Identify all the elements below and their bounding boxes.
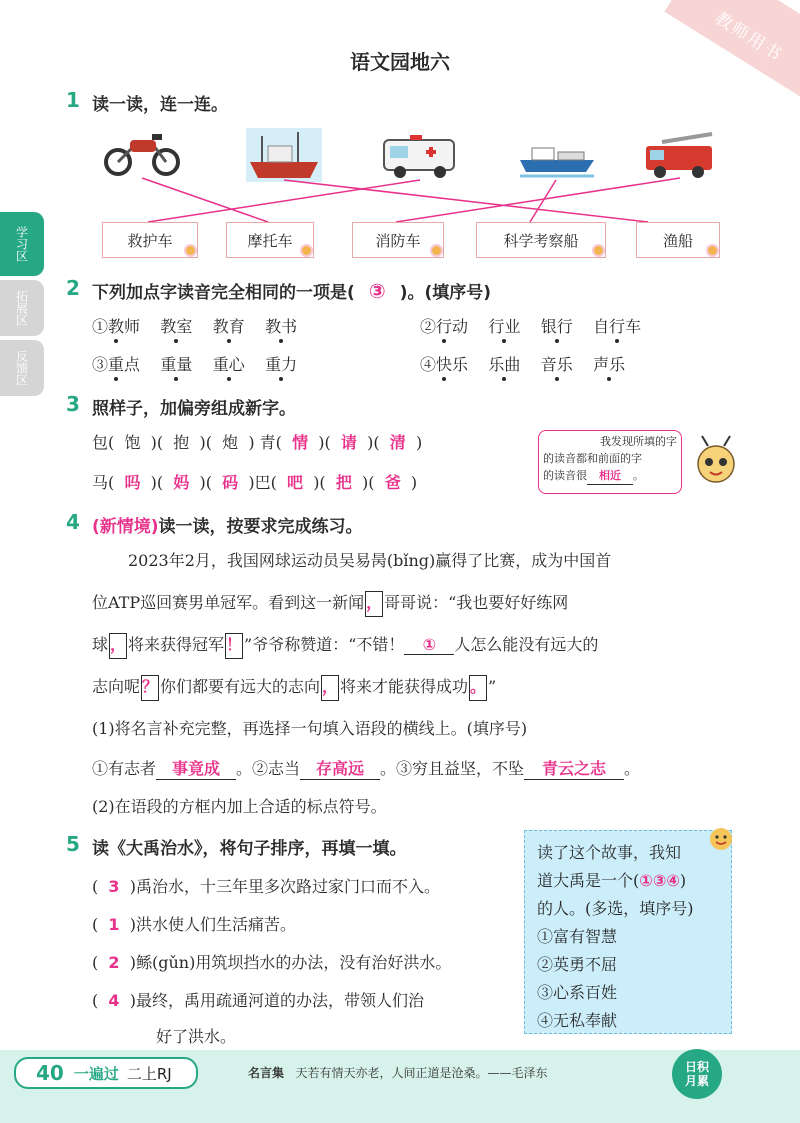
q1-number: 1 — [66, 88, 80, 112]
q3-prompt: 照样子，加偏旁组成新字。 — [92, 399, 296, 419]
order-answer[interactable]: 3 — [108, 877, 120, 896]
q3-answer[interactable]: 把 — [335, 473, 352, 492]
q2-option-4: ④快乐 乐曲 音乐 声乐 — [420, 352, 625, 375]
page-number: 40 — [36, 1061, 64, 1085]
q3-answer[interactable]: 情 — [292, 433, 309, 452]
match-lines — [0, 0, 800, 260]
q3-answer[interactable]: 吗 — [124, 473, 141, 492]
punct-box[interactable]: ， — [321, 675, 339, 701]
fill-answer[interactable]: 事竟成 — [156, 756, 236, 780]
q2-option-2: ②行动 行业 银行 自行车 — [420, 314, 641, 337]
hint-bubble: 我发现所填的字 的读音都和前面的字 的读音很 相近 。 — [538, 430, 682, 494]
q1-prompt: 读一读，连一连。 — [92, 95, 228, 115]
q3-answer[interactable]: 请 — [340, 433, 357, 452]
q4-passage-line-2: 位ATP巡回赛男单冠军。看到这一新闻 ， 哥哥说：“我也要好好练网 — [92, 590, 568, 617]
q2-option-3: ③重点 重量 重心 重力 — [92, 352, 297, 375]
q4-blank[interactable]: ① — [404, 635, 454, 655]
label-fire-truck[interactable]: 消防车 — [352, 222, 444, 258]
q4-sub-2: (2)在语段的方框内加上合适的标点符号。 — [92, 797, 387, 816]
grade-label: 二上RJ — [126, 1064, 172, 1083]
order-answer[interactable]: 2 — [108, 953, 120, 972]
q2-prompt: 下列加点字读音完全相同的一项是( ③ )。(填序号) — [92, 279, 492, 303]
q3-answer[interactable]: 码 — [222, 473, 239, 492]
punct-box[interactable]: ？ — [141, 675, 159, 701]
corner-tag: 教师用书 — [664, 0, 800, 102]
q3-row-1: 包( 饱 )( 抱 )( 炮 ) 青( 情 )( 请 )( 清 ) — [92, 433, 423, 452]
label-motorcycle[interactable]: 摩托车 — [226, 222, 314, 258]
q4-fill-line: ①有志者 事竟成 。②志当 存高远 。③穷且益坚，不坠 青云之志 。 — [92, 756, 640, 780]
q4-sub-1: (1)将名言补充完整，再选择一句填入语段的横线上。(填序号) — [92, 719, 528, 738]
q5-item-2: ( 1 )洪水使人们生活痛苦。 — [92, 915, 296, 934]
q4-number: 4 — [66, 510, 80, 534]
punct-box[interactable]: 。 — [469, 675, 487, 701]
order-answer[interactable]: 4 — [108, 991, 120, 1010]
punct-box[interactable]: ， — [109, 633, 127, 659]
fill-answer[interactable]: 存高远 — [300, 756, 380, 780]
punct-box[interactable]: ！ — [225, 633, 243, 659]
q3-row-2: 马( 吗 )( 妈 )( 码 )巴( 吧 )( 把 )( 爸 ) — [92, 473, 418, 492]
reflection-box: 读了这个故事，我知 道大禹是一个(①③④) 的人。(多选，填序号) ①富有智慧 ②英勇不屈 ③心系百姓 ④无私奉献 — [524, 830, 732, 1034]
reflection-answer[interactable]: ①③④ — [639, 871, 680, 890]
q2-answer[interactable]: ③ — [368, 279, 386, 303]
page-badge — [14, 1057, 198, 1089]
q4-passage-line-4: 志向呢 ？ 你们都要有远大的志向 ， 将来才能获得成功 。 ” — [92, 674, 496, 701]
q3-number: 3 — [66, 392, 80, 416]
fill-answer[interactable]: 青云之志 — [524, 756, 624, 780]
side-tab-feedback[interactable]: 反馈区 — [0, 340, 44, 396]
q4-prompt: (新情境)读一读，按要求完成练习。 — [92, 517, 363, 537]
q5-item-4-cont: 好了洪水。 — [156, 1027, 237, 1046]
q4-passage-line-1: 2023年2月，我国网球运动员吴易昺(bǐng)赢得了比赛，成为中国首 — [128, 551, 612, 570]
q4-passage-line-3: 球 ， 将来获得冠军 ！ ”爷爷称赞道：“不错！ ① 人怎么能没有远大的 — [92, 632, 598, 659]
q5-item-1: ( 3 )禹治水，十三年里多次路过家门口而不入。 — [92, 877, 440, 896]
series-name: 一遍过 — [73, 1064, 119, 1083]
q5-prompt: 读《大禹治水》，将句子排序，再填一填。 — [92, 839, 407, 859]
bee-mascot-icon — [690, 434, 742, 492]
order-answer[interactable]: 1 — [108, 915, 120, 934]
side-tab-study[interactable]: 学习区 — [0, 212, 44, 276]
q3-answer[interactable]: 吧 — [287, 473, 304, 492]
q5-item-4: ( 4 )最终，禹用疏通河道的办法，带领人们治 — [92, 991, 424, 1010]
q2-option-1: ①教师 教室 教育 教书 — [92, 314, 297, 337]
footer-quote: 名言集 天若有情天亦老，人间正道是沧桑。——毛泽东 — [248, 1066, 548, 1080]
bubble-answer[interactable]: 相近 — [587, 467, 633, 485]
page-title: 语文园地六 — [350, 50, 450, 74]
q3-answer[interactable]: 清 — [389, 433, 406, 452]
side-tab-extend[interactable]: 拓展区 — [0, 280, 44, 336]
label-ambulance[interactable]: 救护车 — [102, 222, 198, 258]
q5-item-3: ( 2 )鲧(gǔn)用筑坝挡水的办法，没有治好洪水。 — [92, 953, 452, 972]
label-research-ship[interactable]: 科学考察船 — [476, 222, 606, 258]
daily-seal: 日积 月累 — [672, 1049, 722, 1099]
q2-number: 2 — [66, 276, 80, 300]
q3-answer[interactable]: 妈 — [173, 473, 190, 492]
punct-box[interactable]: ， — [365, 591, 383, 617]
smile-icon — [708, 826, 734, 852]
q5-number: 5 — [66, 832, 80, 856]
q3-answer[interactable]: 爸 — [384, 473, 401, 492]
label-fishing-boat[interactable]: 渔船 — [636, 222, 720, 258]
